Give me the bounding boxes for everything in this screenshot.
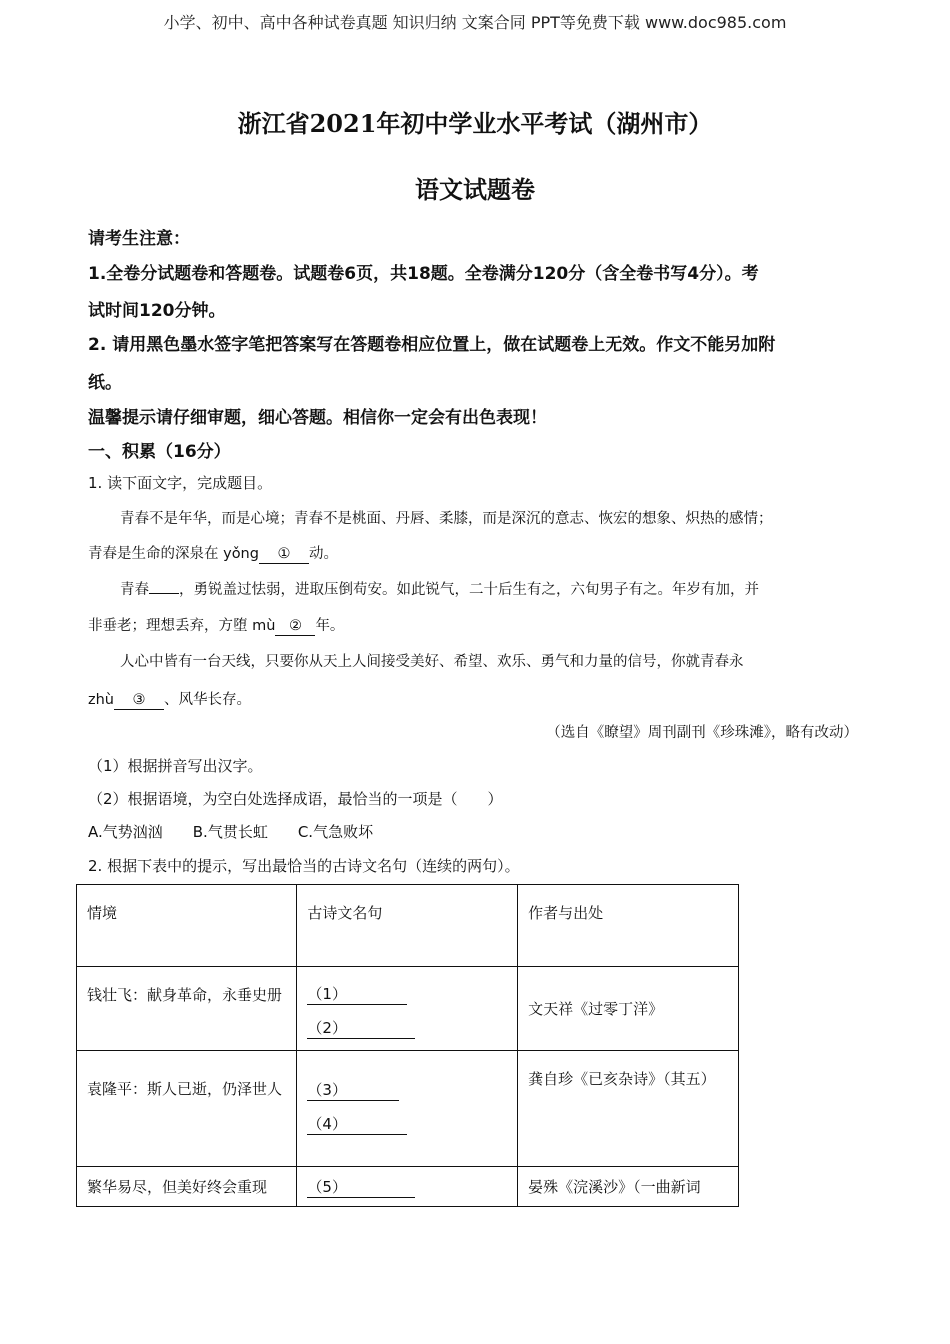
header-source: 作者与出处 xyxy=(518,885,739,967)
q1-passage-line: 非垂老；理想丢弃，方堕 mù ② 年。 xyxy=(88,618,345,634)
notice-item-2b: 纸。 xyxy=(88,373,122,393)
q1-passage-line: 青春是生命的深泉在 yǒng ① 动。 xyxy=(88,546,338,562)
notice-tip: 温馨提示请仔细审题，细心答题。相信你一定会有出色表现！ xyxy=(88,408,547,428)
row-source: 文天祥《过零丁洋》 xyxy=(518,967,739,1051)
section-heading: 一、积累（16分） xyxy=(88,442,231,462)
answer-line[interactable]: （1） xyxy=(307,984,407,1005)
poetry-table xyxy=(76,884,739,1207)
table-header-row xyxy=(77,885,739,967)
exam-title: 浙江省2021年初中学业水平考试（湖州市） xyxy=(237,109,713,138)
answer-line[interactable]: （3） xyxy=(307,1080,399,1101)
passage-source: （选自《瞭望》周刊副刊《珍珠滩》，略有改动） xyxy=(546,725,858,741)
answer-line[interactable]: （2） xyxy=(307,1018,415,1039)
blank-3[interactable]: ③ xyxy=(114,693,164,710)
blank-2[interactable]: ② xyxy=(275,619,315,636)
row-context: 袁隆平：斯人已逝，仍泽世人 xyxy=(77,1051,297,1167)
q1-prompt: 1. 读下面文字，完成题目。 xyxy=(88,474,273,492)
site-banner: 小学、初中、高中各种试卷真题 知识归纳 文案合同 PPT等免费下载 www.doc985.com xyxy=(163,13,787,32)
table-row xyxy=(77,1167,739,1207)
idiom-blank[interactable] xyxy=(149,593,179,594)
row-answer-lines xyxy=(297,967,518,1051)
header-lines: 古诗文名句 xyxy=(297,885,518,967)
q1-options: A.气势汹汹 B.气贯长虹 C.气急败坏 xyxy=(88,823,374,841)
row-source: 龚自珍《已亥杂诗》（其五） xyxy=(518,1051,739,1167)
row-source: 晏殊《浣溪沙》（一曲新词 xyxy=(518,1167,739,1207)
row-context: 钱壮飞：献身革命，永垂史册 xyxy=(77,967,297,1051)
q1-sub2: （2）根据语境，为空白处选择成语，最恰当的一项是（ ） xyxy=(88,790,503,808)
q1-sub1: （1）根据拼音写出汉字。 xyxy=(88,757,263,775)
notice-item-2a: 2. 请用黑色墨水签字笔把答案写在答题卷相应位置上，做在试题卷上无效。作文不能另加附 xyxy=(88,335,776,355)
row-context: 繁华易尽，但美好终会重现 xyxy=(77,1167,297,1207)
row-answer-lines xyxy=(297,1051,518,1167)
exam-subtitle: 语文试题卷 xyxy=(415,175,535,204)
row-answer-lines xyxy=(297,1167,518,1207)
notice-heading: 请考生注意： xyxy=(88,229,190,249)
table-row xyxy=(77,1051,739,1167)
table-row xyxy=(77,967,739,1051)
q1-passage-line: 青春不是年华，而是心境；青春不是桃面、丹唇、柔膝，而是深沉的意志、恢宏的想象、炽热的感情； xyxy=(120,511,773,527)
q1-passage-line: 青春 ，勇锐盖过怯弱，进取压倒苟安。如此锐气，二十后生有之，六旬男子有之。年岁有加，并 xyxy=(120,582,759,598)
q1-passage-line: 人心中皆有一台天线，只要你从天上人间接受美好、希望、欢乐、勇气和力量的信号，你就青春永 xyxy=(120,654,744,670)
q2-prompt: 2. 根据下表中的提示，写出最恰当的古诗文名句（连续的两句）。 xyxy=(88,857,520,875)
answer-line[interactable]: （5） xyxy=(307,1177,415,1198)
notice-item-1a: 1.全卷分试题卷和答题卷。试题卷6页，共18题。全卷满分120分（含全卷书写4分）。考 xyxy=(88,264,759,284)
answer-line[interactable]: （4） xyxy=(307,1114,407,1135)
blank-1[interactable]: ① xyxy=(259,547,309,564)
notice-item-1b: 试时间120分钟。 xyxy=(88,301,226,321)
header-context: 情境 xyxy=(77,885,297,967)
q1-passage-line: zhù ③ 、风华长存。 xyxy=(88,692,251,708)
